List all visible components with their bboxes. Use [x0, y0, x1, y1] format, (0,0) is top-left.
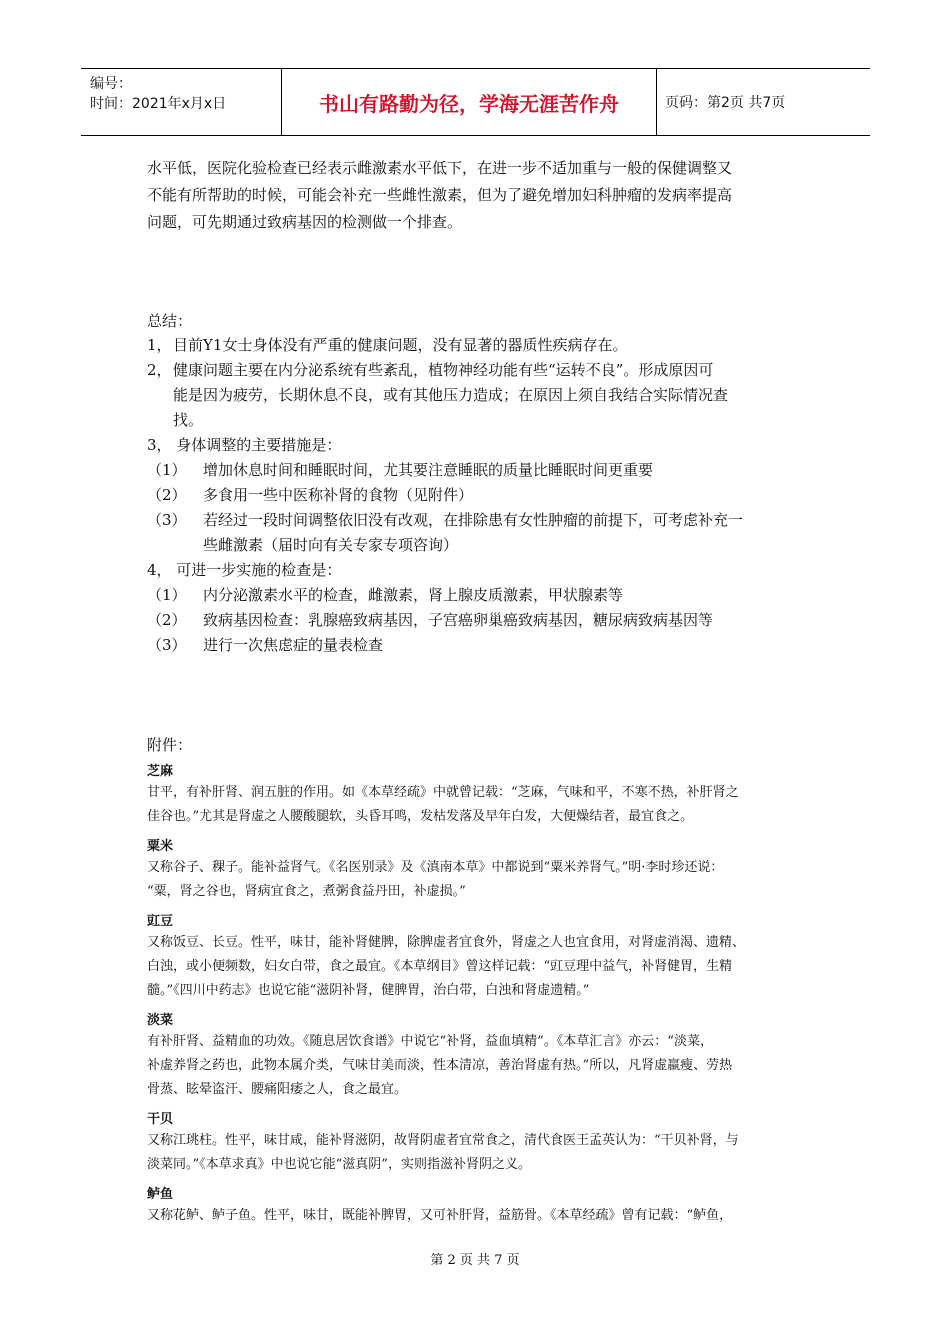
header-page-info: 页码：第2页 共7页	[665, 95, 786, 111]
sub-item-text: 多食用一些中医称补肾的食物（见附件）	[203, 486, 474, 504]
food-desc-line: 佳谷也。”尤其是肾虚之人腰酸腿软，头昏耳鸣，发枯发落及早年白发，大便燥结者，最宜食之。	[147, 809, 694, 824]
food-desc-line: 补虚养肾之药也，此物本属介类，气味甘美而淡，性本清凉，善治肾虚有热。”所以，凡肾虚羸瘦、劳热	[147, 1058, 733, 1073]
food-desc-line: 又称花鲈、鲈子鱼。性平，味甘，既能补脾胃，又可补肝肾，益筋骨。《本草经疏》曾有记载：“鲈鱼，	[147, 1208, 733, 1223]
summary-item-text: 目前Y1女士身体没有严重的健康问题，没有显著的器质性疾病存在。	[173, 336, 628, 354]
sub-item-number: （3）	[147, 511, 187, 529]
food-desc-line: 白浊，或小便频数，妇女白带，食之最宜。《本草纲目》曾这样记载：“豇豆理中益气，补肾健胃，生精	[147, 959, 733, 974]
sub-item-text: 进行一次焦虑症的量表检查	[203, 636, 384, 654]
header-motto: 书山有路勤为径，学海无涯苦作舟	[282, 69, 657, 135]
doc-number-label: 编号：	[90, 76, 132, 92]
summary-title: 总结：	[147, 312, 193, 330]
sub-item-text: 致病基因检查：乳腺癌致病基因，子宫癌卵巢癌致病基因，糖尿病致病基因等	[203, 611, 714, 629]
food-name: 粟米	[147, 839, 174, 854]
sub-item-text: 增加休息时间和睡眠时间，尤其要注意睡眠的质量比睡眠时间更重要	[203, 461, 654, 479]
food-name: 豇豆	[147, 914, 174, 929]
sub-item-number: （1）	[147, 461, 187, 479]
food-name: 芝麻	[147, 764, 174, 779]
appendix-title: 附件：	[147, 736, 193, 754]
food-desc-line: 又称江珧柱。性平，味甘咸，能补肾滋阴，故肾阴虚者宜常食之，清代食医王孟英认为：“干贝补肾，与	[147, 1133, 739, 1148]
food-desc-line: 甘平，有补肝肾、润五脏的作用。如《本草经疏》中就曾记载：“芝麻，气味和平，不寒不热，补肝肾之	[147, 785, 739, 800]
page-footer: 第 2 页 共 7 页	[430, 1253, 520, 1268]
intro-line: 不能有所帮助的时候，可能会补充一些雌性激素，但为了避免增加妇科肿瘤的发病率提高	[147, 186, 733, 204]
intro-line: 问题，可先期通过致病基因的检测做一个排查。	[147, 213, 463, 231]
summary-item-text: 健康问题主要在内分泌系统有些紊乱，植物神经功能有些“运转不良”。形成原因可	[173, 361, 714, 379]
header-meta	[81, 69, 282, 135]
page-header	[81, 68, 870, 136]
food-name: 淡菜	[147, 1013, 174, 1028]
summary-item-number: 2，	[147, 361, 172, 379]
food-desc-line: 髓。”《四川中药志》也说它能“滋阴补肾，健脾胃，治白带，白浊和肾虚遗精。”	[147, 983, 590, 998]
doc-time-label: 时间：2021年x月x日	[90, 96, 227, 112]
food-name: 鲈鱼	[147, 1187, 174, 1202]
sub-item-text: 些雌激素（届时向有关专家专项咨询）	[203, 536, 459, 554]
food-desc-line: 淡菜同。”《本草求真》中也说它能“滋真阴”，实则指滋补肾阴之义。	[147, 1157, 531, 1172]
food-desc-line: 又称饭豆、长豆。性平，味甘，能补肾健脾，除脾虚者宜食外，肾虚之人也宜食用，对肾虚消渴、遗精、	[147, 935, 746, 950]
sub-item-number: （2）	[147, 486, 187, 504]
sub-item-text: 若经过一段时间调整依旧没有改观，在排除患有女性肿瘤的前提下，可考虑补充一	[203, 511, 744, 529]
food-desc-line: 有补肝肾、益精血的功效。《随息居饮食谱》中说它“补肾，益血填精”。《本草汇言》亦云：“淡菜，	[147, 1034, 713, 1049]
summary-item-title: 3， 身体调整的主要措施是：	[147, 436, 342, 454]
sub-item-number: （2）	[147, 611, 187, 629]
summary-item-number: 1，	[147, 336, 172, 354]
food-name: 干贝	[147, 1112, 174, 1127]
food-desc-line: “粟，肾之谷也，肾病宜食之，煮粥食益丹田，补虚损。”	[147, 884, 466, 899]
sub-item-number: （3）	[147, 636, 187, 654]
summary-item-title: 4， 可进一步实施的检查是：	[147, 561, 342, 579]
food-desc-line: 骨蒸、眩晕盗汗、腰痛阳痿之人，食之最宜。	[147, 1082, 408, 1097]
sub-item-number: （1）	[147, 586, 187, 604]
sub-item-text: 内分泌激素水平的检查，雌激素，肾上腺皮质激素，甲状腺素等	[203, 586, 624, 604]
summary-item-text: 找。	[173, 411, 204, 429]
summary-item-text: 能是因为疲劳，长期休息不良，或有其他压力造成；在原因上须自我结合实际情况查	[173, 386, 729, 404]
food-desc-line: 又称谷子、稞子。能补益肾气。《名医别录》及《滇南本草》中都说到“粟米养肾气。”明·李时珍还说：	[147, 860, 724, 875]
intro-line: 水平低，医院化验检查已经表示雌激素水平低下，在进一步不适加重与一般的保健调整又	[147, 159, 733, 177]
